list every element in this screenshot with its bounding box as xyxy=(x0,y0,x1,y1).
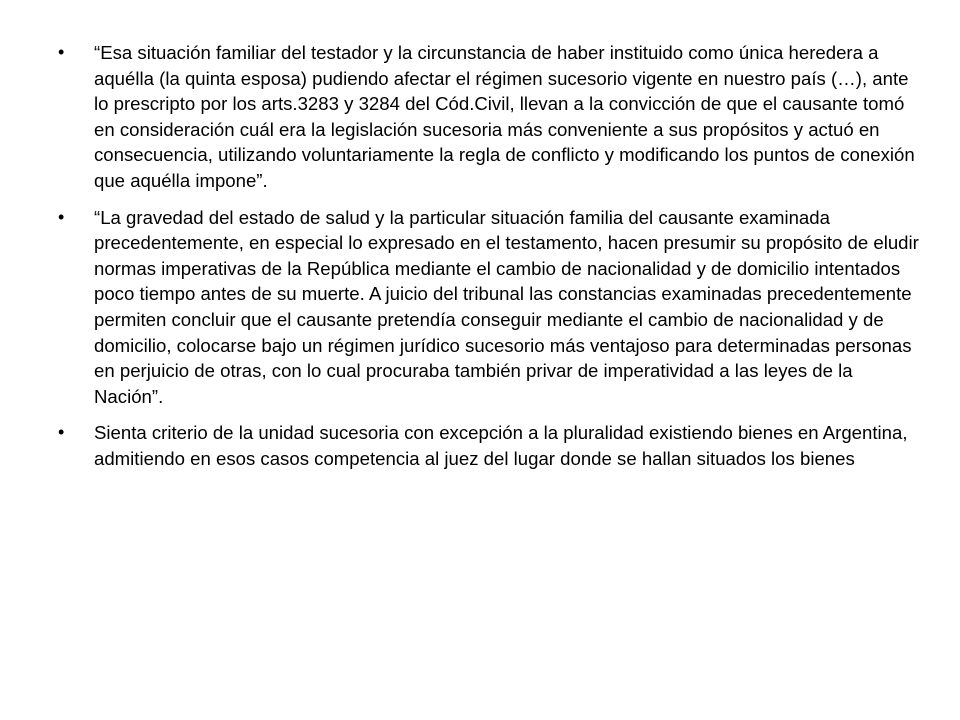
bullet-text: Sienta criterio de la unidad sucesoria con excepción a la pluralidad existiendo bienes en Argentina, admitiendo en esos casos competencia al juez del lugar donde se hallan situados los bienes xyxy=(94,422,908,469)
bullet-item-gravedad xyxy=(58,205,920,410)
bullet-icon: • xyxy=(58,42,65,62)
bullet-icon: • xyxy=(58,422,65,443)
bullet-text: “La gravedad del estado de salud y la particular situación familia del causante examinada precedentemente, en especial lo expresado en el testamento, hacen presumir su propósito de eludir normas imperativas de la República mediante el cambio de nacionalidad y de domicilio intentados poco tiempo antes de su muerte. A juicio del tribunal las constancias examinadas precedentemente permiten concluir que el causante pretendía conseguir mediante el cambio de nacionalidad y de domicilio, colocarse bajo un régimen jurídico sucesorio más ventajoso para determinadas personas en perjuicio de otras, con lo cual procuraba también privar de imperatividad a las leyes de la Nación”. xyxy=(94,206,919,407)
bullet-item-unidad-sucesoria xyxy=(58,420,920,471)
bullet-list xyxy=(58,40,920,483)
bullet-item-testamento xyxy=(58,40,920,194)
bullet-icon: • xyxy=(58,206,65,227)
bullet-text: “Esa situación familiar del testador y la circunstancia de haber instituido como única heredera a aquélla (la quinta esposa) pudiendo afectar el régimen sucesorio vigente en nuestro país (…), ante lo prescripto por los arts.3283 y 3284 del Cód.Civil, llevan a la convicción de que el causante tomó en consideración cuál era la legislación sucesoria más conveniente a sus propósitos y actuó en consecuencia, utilizando voluntariamente la regla de conflicto y modificando los puntos de conexión que aquélla impone”. xyxy=(94,42,915,191)
